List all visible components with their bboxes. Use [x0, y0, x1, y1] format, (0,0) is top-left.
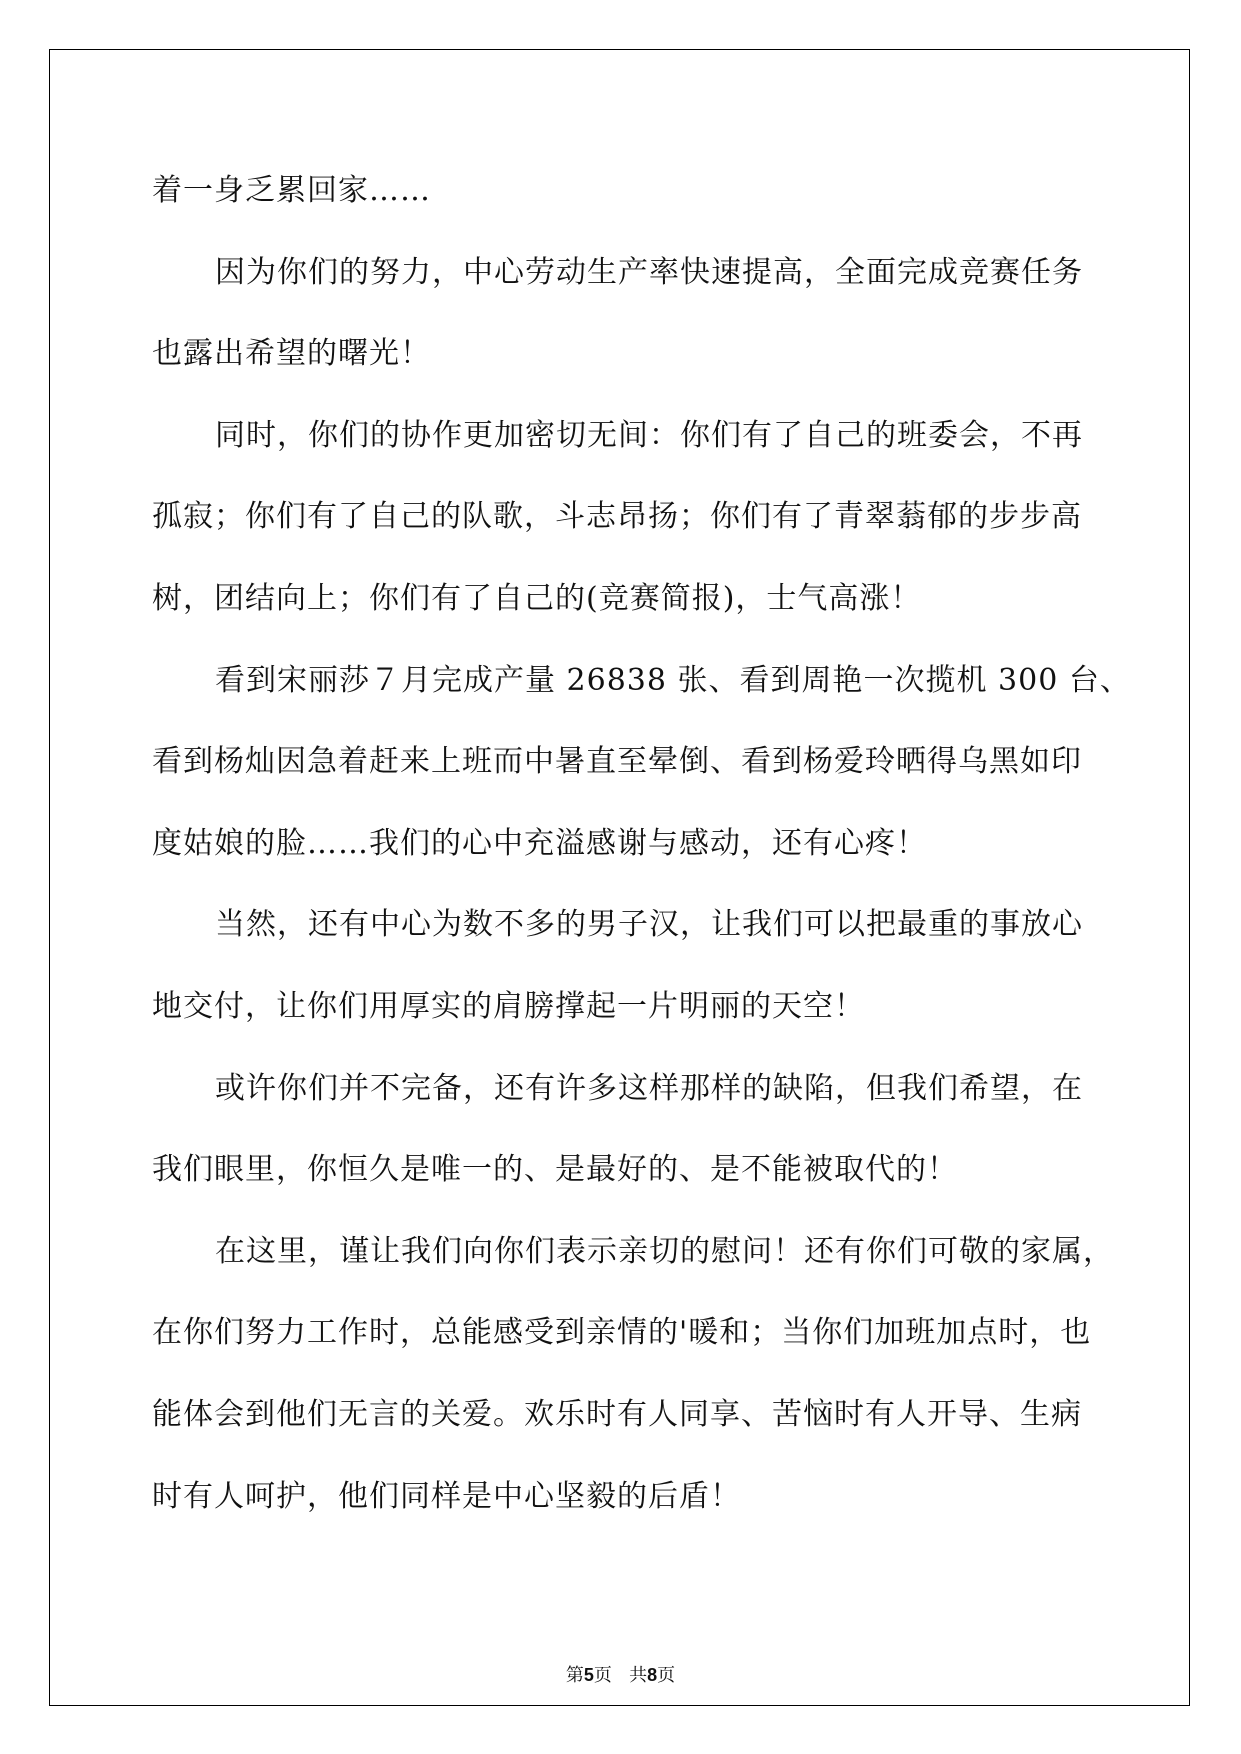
paragraph-start-line: 当然，还有中心为数不多的男子汉，让我们可以把最重的事放心	[215, 907, 1083, 943]
page-number-prefix: 第	[565, 1665, 584, 1686]
paragraph-start-line: 看到宋丽莎７月完成产量 26838 张、看到周艳一次揽机 300 台、	[215, 662, 1131, 698]
paragraph-start-line: 在这里，谨让我们向你们表示亲切的慰问！还有你们可敬的家属，	[215, 1233, 1114, 1269]
total-pages-suffix: 页	[657, 1665, 676, 1686]
paragraph-start-line: 或许你们并不完备，还有许多这样那样的缺陷，但我们希望，在	[215, 1070, 1083, 1106]
text-line: 地交付，让你们用厚实的肩膀撑起一片明丽的天空！	[152, 988, 865, 1024]
text-line: 看到杨灿因急着赶来上班而中暑直至晕倒、看到杨爱玲晒得乌黑如印	[152, 744, 1082, 780]
text-line: 度姑娘的脸……我们的心中充溢感谢与感动，还有心疼！	[152, 825, 927, 861]
document-body	[152, 165, 1131, 1552]
page-number-suffix: 页	[593, 1665, 612, 1686]
text-line: 孤寂；你们有了自己的队歌，斗志昂扬；你们有了青翠蓊郁的步步高	[152, 499, 1082, 535]
current-page-number: 5	[583, 1665, 594, 1685]
text-line: 我们眼里，你恒久是唯一的、是最好的、是不能被取代的！	[152, 1152, 958, 1188]
total-pages-number: 8	[647, 1665, 658, 1685]
text-line: 能体会到他们无言的关爱。欢乐时有人同享、苦恼时有人开导、生病	[152, 1396, 1082, 1432]
paragraph-start-line: 同时，你们的协作更加密切无间：你们有了自己的班委会，不再	[215, 417, 1083, 453]
text-line: 时有人呵护，他们同样是中心坚毅的后盾！	[152, 1478, 741, 1514]
total-pages-prefix: 共	[629, 1665, 648, 1686]
page-footer	[0, 1661, 1241, 1687]
paragraph-start-line: 因为你们的努力，中心劳动生产率快速提高，全面完成竞赛任务	[215, 254, 1083, 290]
text-line: 也露出希望的曙光！	[152, 336, 431, 372]
text-line: 着一身乏累回家……	[152, 173, 431, 208]
text-line: 树，团结向上；你们有了自己的(竞赛简报)，士气高涨！	[152, 580, 922, 616]
text-line: 在你们努力工作时，总能感受到亲情的'暖和；当你们加班加点时，也	[152, 1315, 1092, 1351]
